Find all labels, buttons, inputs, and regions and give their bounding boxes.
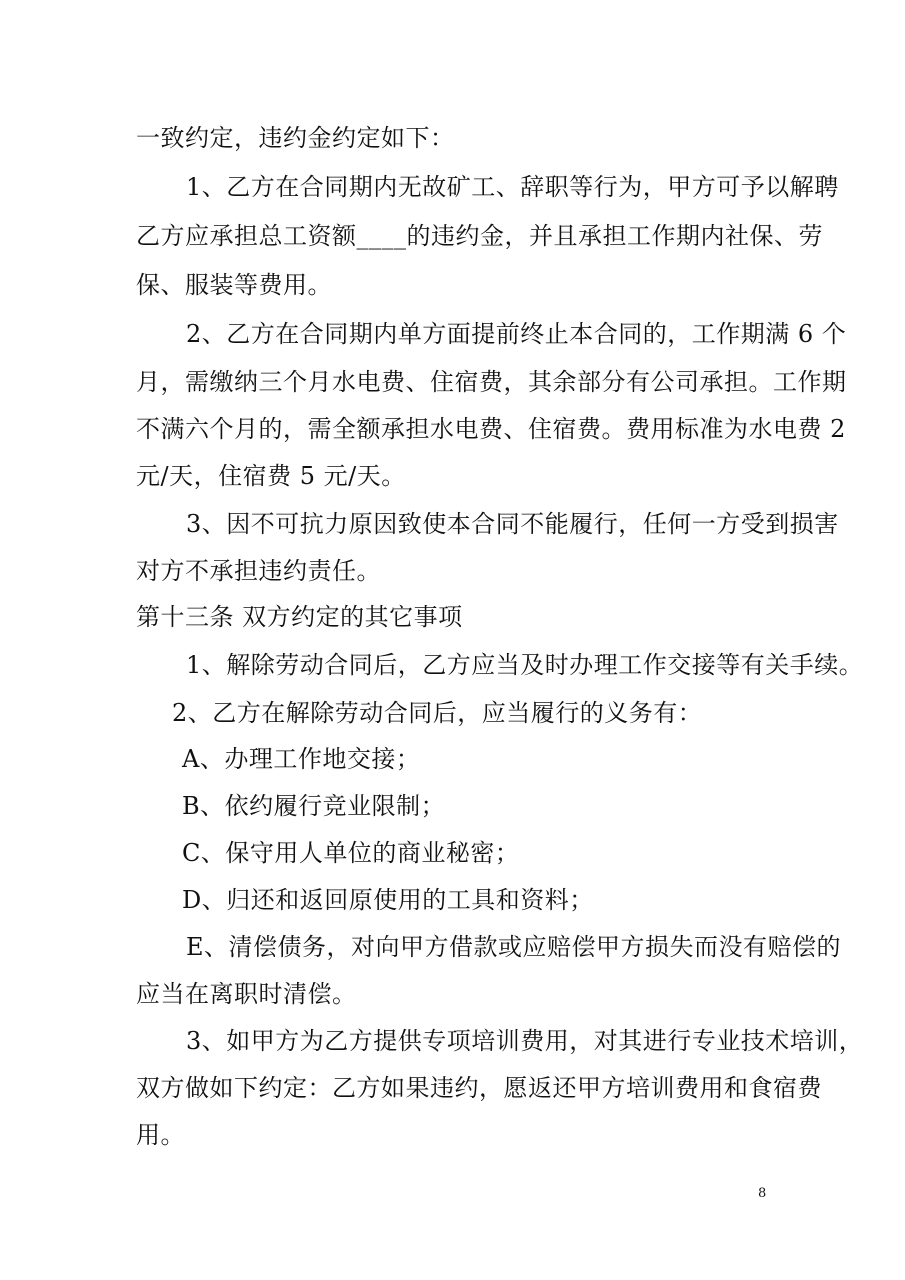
paragraph-line: 1、解除劳动合同后，乙方应当及时办理工作交接等有关手续。 (186, 651, 864, 679)
paragraph-line: 元/天，住宿费 5 元/天。 (136, 462, 406, 490)
list-item: A、办理工作地交接； (182, 745, 421, 773)
paragraph-line: 用。 (136, 1121, 185, 1149)
list-item: C、保守用人单位的商业秘密； (182, 839, 520, 867)
paragraph-line: 3、如甲方为乙方提供专项培训费用，对其进行专业技术培训， (186, 1027, 864, 1055)
paragraph-line: 不满六个月的，需全额承担水电费、住宿费。费用标准为水电费 2 (136, 415, 846, 443)
paragraph-line: 3、因不可抗力原因致使本合同不能履行，任何一方受到损害 (186, 510, 839, 538)
paragraph-line: 对方不承担违约责任。 (136, 557, 381, 585)
list-item: D、归还和返回原使用的工具和资料； (182, 886, 594, 914)
list-item: E、清偿债务，对向甲方借款或应赔偿甲方损失而没有赔偿的 (186, 933, 842, 961)
paragraph-line: 2、乙方在解除劳动合同后，应当履行的义务有： (172, 699, 703, 727)
page-number: 8 (758, 1186, 767, 1201)
paragraph-line: 一致约定，违约金约定如下： (136, 124, 455, 152)
paragraph-line: 应当在离职时清偿。 (136, 980, 357, 1008)
paragraph-line: 保、服装等费用。 (136, 271, 332, 299)
paragraph-line: 乙方应承担总工资额____的违约金，并且承担工作期内社保、劳 (136, 222, 823, 250)
section-heading: 第十三条 双方约定的其它事项 (136, 603, 463, 631)
paragraph-line: 2、乙方在合同期内单方面提前终止本合同的，工作期满 6 个 (186, 320, 847, 348)
paragraph-line: 月，需缴纳三个月水电费、住宿费，其余部分有公司承担。工作期 (136, 368, 847, 396)
paragraph-line: 双方做如下约定：乙方如果违约，愿返还甲方培训费用和食宿费 (136, 1074, 822, 1102)
list-item: B、依约履行竞业限制； (182, 792, 446, 820)
paragraph-line: 1、乙方在合同期内无故矿工、辞职等行为，甲方可予以解聘 (186, 173, 839, 201)
